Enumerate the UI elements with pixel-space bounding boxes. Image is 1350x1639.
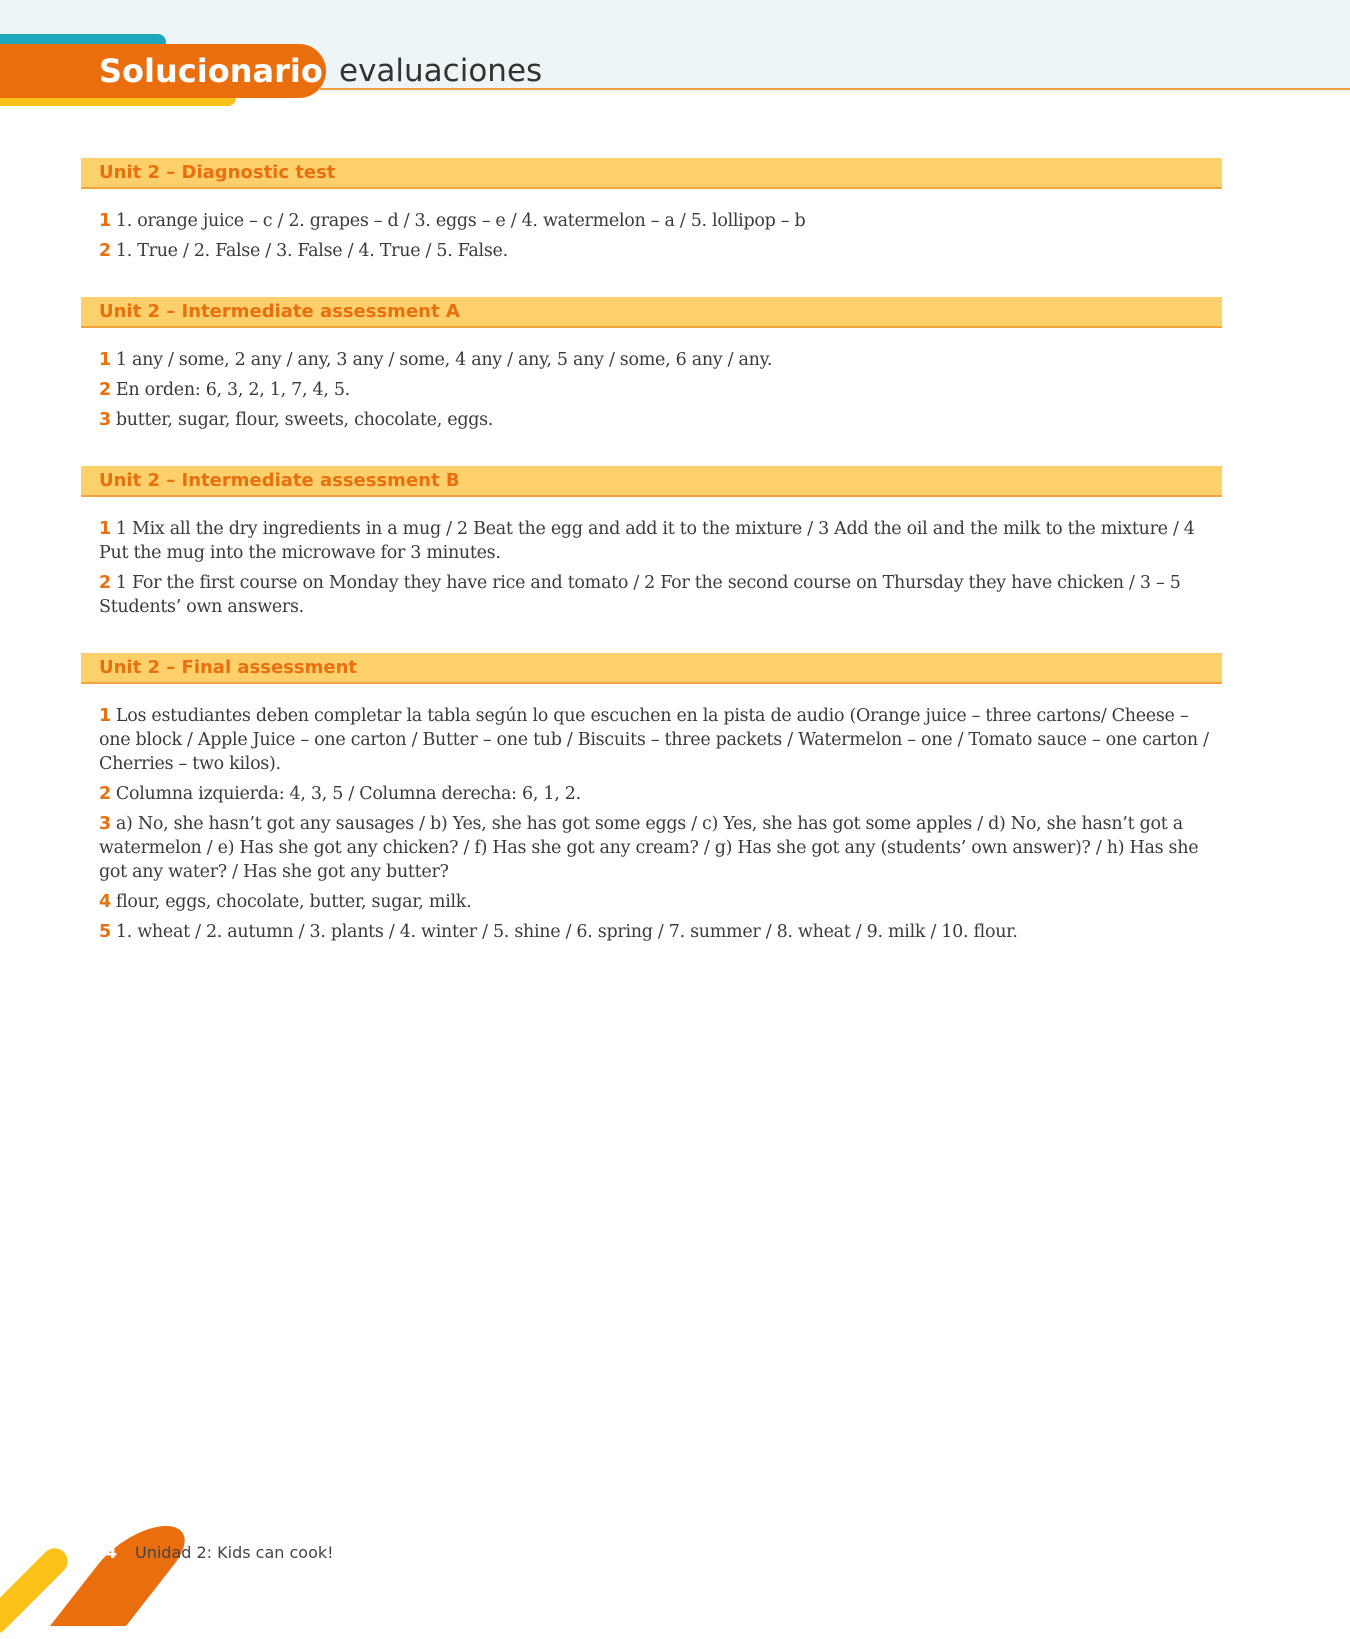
answer-item <box>99 782 1212 806</box>
section-title: Unit 2 – Intermediate assessment B <box>81 466 1222 497</box>
answer-list <box>81 189 1222 263</box>
answer-number: 1 <box>99 519 111 539</box>
page-number: 74 <box>90 1541 118 1563</box>
section-intermediate-assessment-a <box>81 297 1222 432</box>
answer-text: 1 For the first course on Monday they have rice and tomato / 2 For the second course on Thursday they have chicken / 3 – 5 Students’ own answers. <box>99 573 1181 617</box>
answer-item <box>99 571 1212 619</box>
answer-number: 1 <box>99 350 111 370</box>
section-title: Unit 2 – Final assessment <box>81 653 1222 684</box>
answer-item <box>99 209 1212 233</box>
answer-item <box>99 517 1212 565</box>
answer-item <box>99 348 1212 372</box>
answer-item <box>99 239 1212 263</box>
answer-number: 5 <box>99 922 111 942</box>
answer-text: a) No, she hasn’t got any sausages / b) Yes, she has got some eggs / c) Yes, she has got some apples / d) No, she hasn’t got a watermelon / e) Has she got any chicken? / f) Has she got any cream? / g) Has she got any (students’ own answer)? / h) Has she got any water? / Has she got any butter? <box>99 814 1199 882</box>
section-title: Unit 2 – Diagnostic test <box>81 158 1222 189</box>
answer-item <box>99 378 1212 402</box>
answer-number: 1 <box>99 706 111 726</box>
answer-item <box>99 920 1212 944</box>
answer-text: 1 any / some, 2 any / any, 3 any / some, 4 any / any, 5 any / some, 6 any / any. <box>115 350 773 370</box>
answer-number: 3 <box>99 814 111 834</box>
answer-list <box>81 684 1222 944</box>
section-diagnostic-test <box>81 158 1222 263</box>
answer-number: 2 <box>99 784 111 804</box>
answer-text: 1. wheat / 2. autumn / 3. plants / 4. winter / 5. shine / 6. spring / 7. summer / 8. wheat / 9. milk / 10. flour. <box>115 922 1018 942</box>
answer-key-content <box>81 158 1222 978</box>
page-subtitle: evaluaciones <box>339 53 543 89</box>
section-title: Unit 2 – Intermediate assessment A <box>81 297 1222 328</box>
section-intermediate-assessment-b <box>81 466 1222 619</box>
answer-item <box>99 812 1212 884</box>
section-final-assessment <box>81 653 1222 944</box>
answer-item <box>99 890 1212 914</box>
answer-number: 3 <box>99 410 111 430</box>
answer-text: En orden: 6, 3, 2, 1, 7, 4, 5. <box>115 380 350 400</box>
answer-text: 1. True / 2. False / 3. False / 4. True / 5. False. <box>115 241 508 261</box>
answer-number: 2 <box>99 241 111 261</box>
answer-number: 2 <box>99 573 111 593</box>
page-title: Solucionario <box>99 52 323 90</box>
answer-number: 4 <box>99 892 111 912</box>
answer-number: 1 <box>99 211 111 231</box>
footer-unit-title: Unidad 2: Kids can cook! <box>135 1543 334 1562</box>
answer-text: 1. orange juice – c / 2. grapes – d / 3. eggs – e / 4. watermelon – a / 5. lollipop – b <box>115 211 806 231</box>
answer-text: Columna izquierda: 4, 3, 5 / Columna derecha: 6, 1, 2. <box>115 784 581 804</box>
answer-text: butter, sugar, flour, sweets, chocolate, eggs. <box>115 410 494 430</box>
answer-text: flour, eggs, chocolate, butter, sugar, milk. <box>115 892 472 912</box>
answer-text: 1 Mix all the dry ingredients in a mug / 2 Beat the egg and add it to the mixture / 3 Add the oil and the milk to the mixture / 4 Put the mug into the microwave for 3 minutes. <box>99 519 1195 563</box>
answer-list <box>81 497 1222 619</box>
answer-item <box>99 704 1212 776</box>
answer-item <box>99 408 1212 432</box>
answer-list <box>81 328 1222 432</box>
answer-text: Los estudiantes deben completar la tabla según lo que escuchen en la pista de audio (Orange juice – three cartons/ Cheese – one block / Apple Juice – one carton / Butter – one tub / Biscuits – three packets / Watermelon – one / Tomato sauce – one carton / Cherries – two kilos). <box>99 706 1209 774</box>
answer-number: 2 <box>99 380 111 400</box>
